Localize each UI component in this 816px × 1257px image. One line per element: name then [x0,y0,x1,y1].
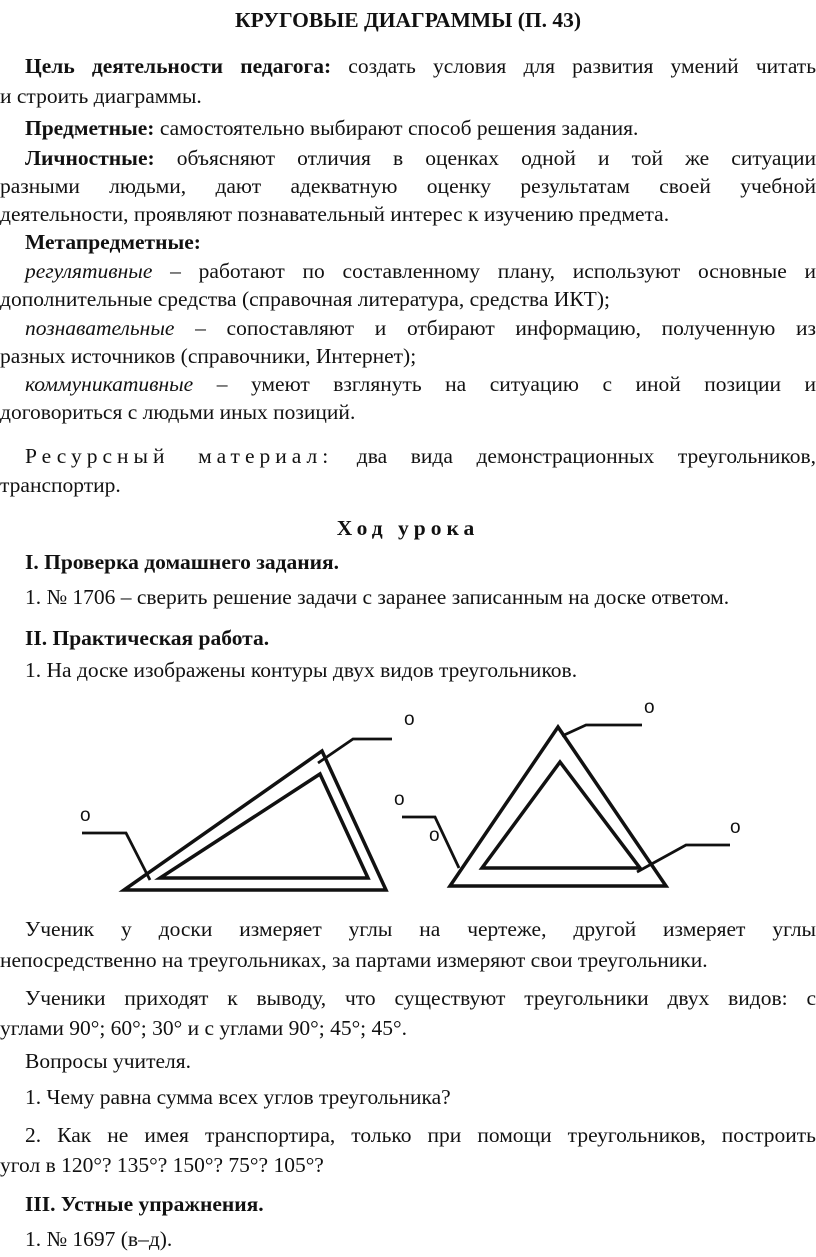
leader-line-left [82,833,150,880]
degree-mark-6: o [730,817,741,838]
degree-mark-5: o [644,697,655,718]
degree-mark-1: o [80,805,91,826]
personal-label: Личностные: [25,146,155,170]
communicative-text-1: – умеют взглянуть на ситуацию с иной позиции и [193,372,816,396]
goal-line-2: и строить диаграммы. [0,84,202,108]
question-2-line-1: 2. Как не имея транспортира, только при помощи треугольников, построить [25,1123,816,1147]
resource-line-1 [0,442,816,470]
section-2-item-1: 1. На доске изображены контуры двух видов треугольников. [25,658,578,682]
degree-mark-4: o [429,825,440,846]
section-3-item-1: 1. № 1697 (в–д). [25,1227,173,1251]
section-3-heading: III. Устные упражнения. [25,1192,264,1216]
page-title: КРУГОВЫЕ ДИАГРАММЫ (П. 43) [235,8,581,32]
leader-line-right [637,845,730,872]
communicative-line-1 [0,370,816,398]
degree-mark-2: o [404,709,415,730]
cognitive-text-1: – сопоставляют и отбирают информацию, полученную из [174,316,816,340]
communicative-term: коммуникативные [25,372,194,396]
resource-label: Ресурсный материал: [25,444,334,468]
questions-label: Вопросы учителя. [25,1049,191,1073]
goal-line-1 [0,52,816,80]
question-1: 1. Чему равна сумма всех углов треугольника? [25,1085,451,1109]
section-2-heading: II. Практическая работа. [25,626,270,650]
meta-label: Метапредметные: [25,230,201,254]
personal-line-2: разными людьми, дают адекватную оценку результатам своей учебной [0,174,816,198]
question-2-line-2: угол в 120°? 135°? 150°? 75°? 105°? [0,1153,324,1177]
degree-mark-3: o [394,789,405,810]
subject-text: самостоятельно выбирают способ решения задания. [154,116,639,140]
triangle-30-60-90-outer [124,751,386,890]
para-2-line-1: Ученики приходят к выводу, что существуют треугольники двух видов: с [25,986,816,1010]
cognitive-term: познавательные [25,316,175,340]
regulative-text-1: – работают по составленному плану, используют основные и [152,259,816,283]
leader-line-top-right [562,725,642,736]
para-1-line-1: Ученик у доски измеряет углы на чертеже, другой измеряет углы [25,917,816,941]
regulative-line-2: дополнительные средства (справочная литература, средства ИКТ); [0,287,610,311]
regulative-term: регулятивные [25,259,153,283]
lesson-heading: Ход урока [336,516,480,540]
leader-line-top-left [318,739,392,763]
goal-text-1: создать условия для развития умений читать [331,54,816,78]
cognitive-line-2: разных источников (справочники, Интернет); [0,344,417,368]
communicative-line-2: договориться с людьми иных позиций. [0,400,356,424]
regulative-line-1 [0,257,816,285]
resource-text-1: два вида демонстрационных треугольников, [333,444,816,468]
subject-label: Предметные: [25,116,155,140]
personal-text-1: объясняют отличия в оценках одной и той же ситуации [154,146,816,170]
para-1-line-2: непосредственно на треугольниках, за партами измеряют свои треугольники. [0,948,708,972]
personal-line-1 [0,144,816,172]
goal-label: Цель деятельности педагога: [25,54,332,78]
section-1-heading: I. Проверка домашнего задания. [25,550,340,574]
subject-line [0,114,816,142]
para-2-line-2: углами 90°; 60°; 30° и с углами 90°; 45°; 45°. [0,1016,407,1040]
personal-line-3: деятельности, проявляют познавательный интерес к изучению предмета. [0,202,670,226]
section-1-item-1: 1. № 1706 – сверить решение задачи с заранее записанным на доске ответом. [25,585,730,609]
triangles-figure [0,690,816,895]
cognitive-line-1 [0,314,816,342]
resource-line-2: транспортир. [0,473,121,497]
